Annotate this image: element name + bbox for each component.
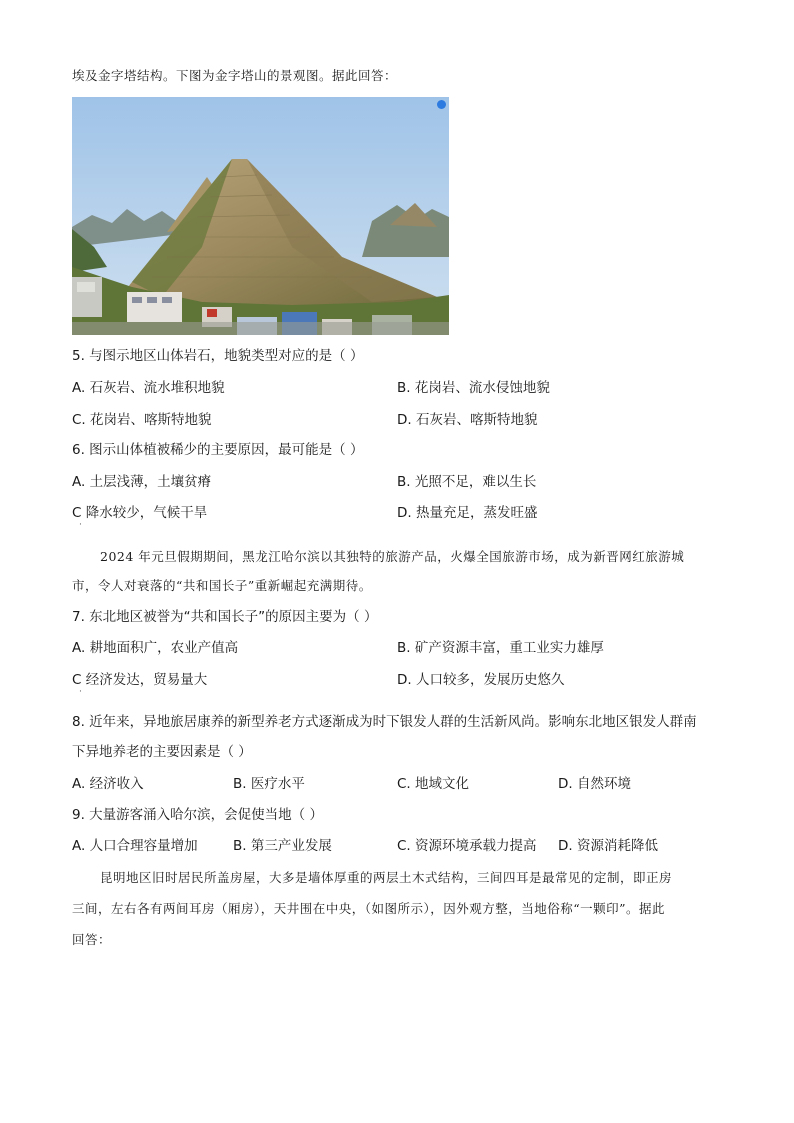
q7-stem: 7. 东北地区被誉为“共和国长子”的原因主要为（ ） bbox=[72, 609, 378, 625]
q8-option-b: B. 医疗水平 bbox=[233, 776, 305, 792]
passage3-line1: 昆明地区旧时居民所盖房屋，大多是墙体厚重的两层土木式结构，三间四耳是最常见的定制，即正房 bbox=[100, 870, 673, 885]
passage3-line2: 三间，左右各有两间耳房（厢房），天井围在中央，（如图所示），因外观方整，当地俗称“一颗印”。据此 bbox=[72, 901, 666, 916]
q8-stem-line1: 8. 近年来，异地旅居康养的新型养老方式逐渐成为时下银发人群的生活新风尚。影响东北地区银发人群南 bbox=[72, 714, 697, 730]
q7-option-d: D. 人口较多，发展历史悠久 bbox=[397, 672, 565, 688]
q6-option-d: D. 热量充足，蒸发旺盛 bbox=[397, 505, 538, 521]
q5-option-a: A. 石灰岩、流水堆积地貌 bbox=[72, 380, 225, 396]
q6-option-b: B. 光照不足，难以生长 bbox=[397, 474, 537, 490]
q8-option-c: C. 地域文化 bbox=[397, 776, 470, 792]
q6-option-a: A. 土层浅薄，土壤贫瘠 bbox=[72, 474, 212, 490]
passage3-line3: 回答： bbox=[72, 932, 112, 947]
intro-text: 埃及金字塔结构。下图为金字塔山的景观图。据此回答： bbox=[72, 68, 398, 83]
q7-option-c: C 经济发达，贸易量大 bbox=[72, 672, 208, 688]
q5-option-c: C. 花岗岩、喀斯特地貌 bbox=[72, 412, 212, 428]
q6-option-c: C 降水较少，气候干旱 bbox=[72, 505, 208, 521]
passage2-line1: 2024 年元旦假期期间，黑龙江哈尔滨以其独特的旅游产品，火爆全国旅游市场，成为新晋网红旅游城 bbox=[100, 549, 685, 564]
q9-option-d: D. 资源消耗降低 bbox=[558, 838, 658, 854]
q8-option-a: A. 经济收入 bbox=[72, 776, 144, 792]
q8-stem-line2: 下异地养老的主要因素是（ ） bbox=[72, 744, 252, 760]
q7-option-b: B. 矿产资源丰富，重工业实力雄厚 bbox=[397, 640, 604, 656]
q9-option-b: B. 第三产业发展 bbox=[233, 838, 332, 854]
dot-mark: · bbox=[79, 687, 82, 697]
watermark-badge-icon bbox=[437, 100, 446, 109]
q6-stem: 6. 图示山体植被稀少的主要原因，最可能是（ ） bbox=[72, 442, 364, 458]
q5-option-b: B. 花岗岩、流水侵蚀地貌 bbox=[397, 380, 550, 396]
q9-stem: 9. 大量游客涌入哈尔滨，会促使当地（ ） bbox=[72, 807, 323, 823]
q9-option-a: A. 人口合理容量增加 bbox=[72, 838, 198, 854]
q5-stem: 5. 与图示地区山体岩石，地貌类型对应的是（ ） bbox=[72, 348, 364, 364]
dot-mark: · bbox=[79, 520, 82, 530]
passage2-line2: 市，令人对衰落的“共和国长子”重新崛起充满期待。 bbox=[72, 578, 372, 593]
q5-option-d: D. 石灰岩、喀斯特地貌 bbox=[397, 412, 538, 428]
q8-option-d: D. 自然环境 bbox=[558, 776, 631, 792]
pyramid-mountain-photo bbox=[72, 97, 449, 335]
q7-option-a: A. 耕地面积广，农业产值高 bbox=[72, 640, 239, 656]
q9-option-c: C. 资源环境承载力提高 bbox=[397, 838, 537, 854]
